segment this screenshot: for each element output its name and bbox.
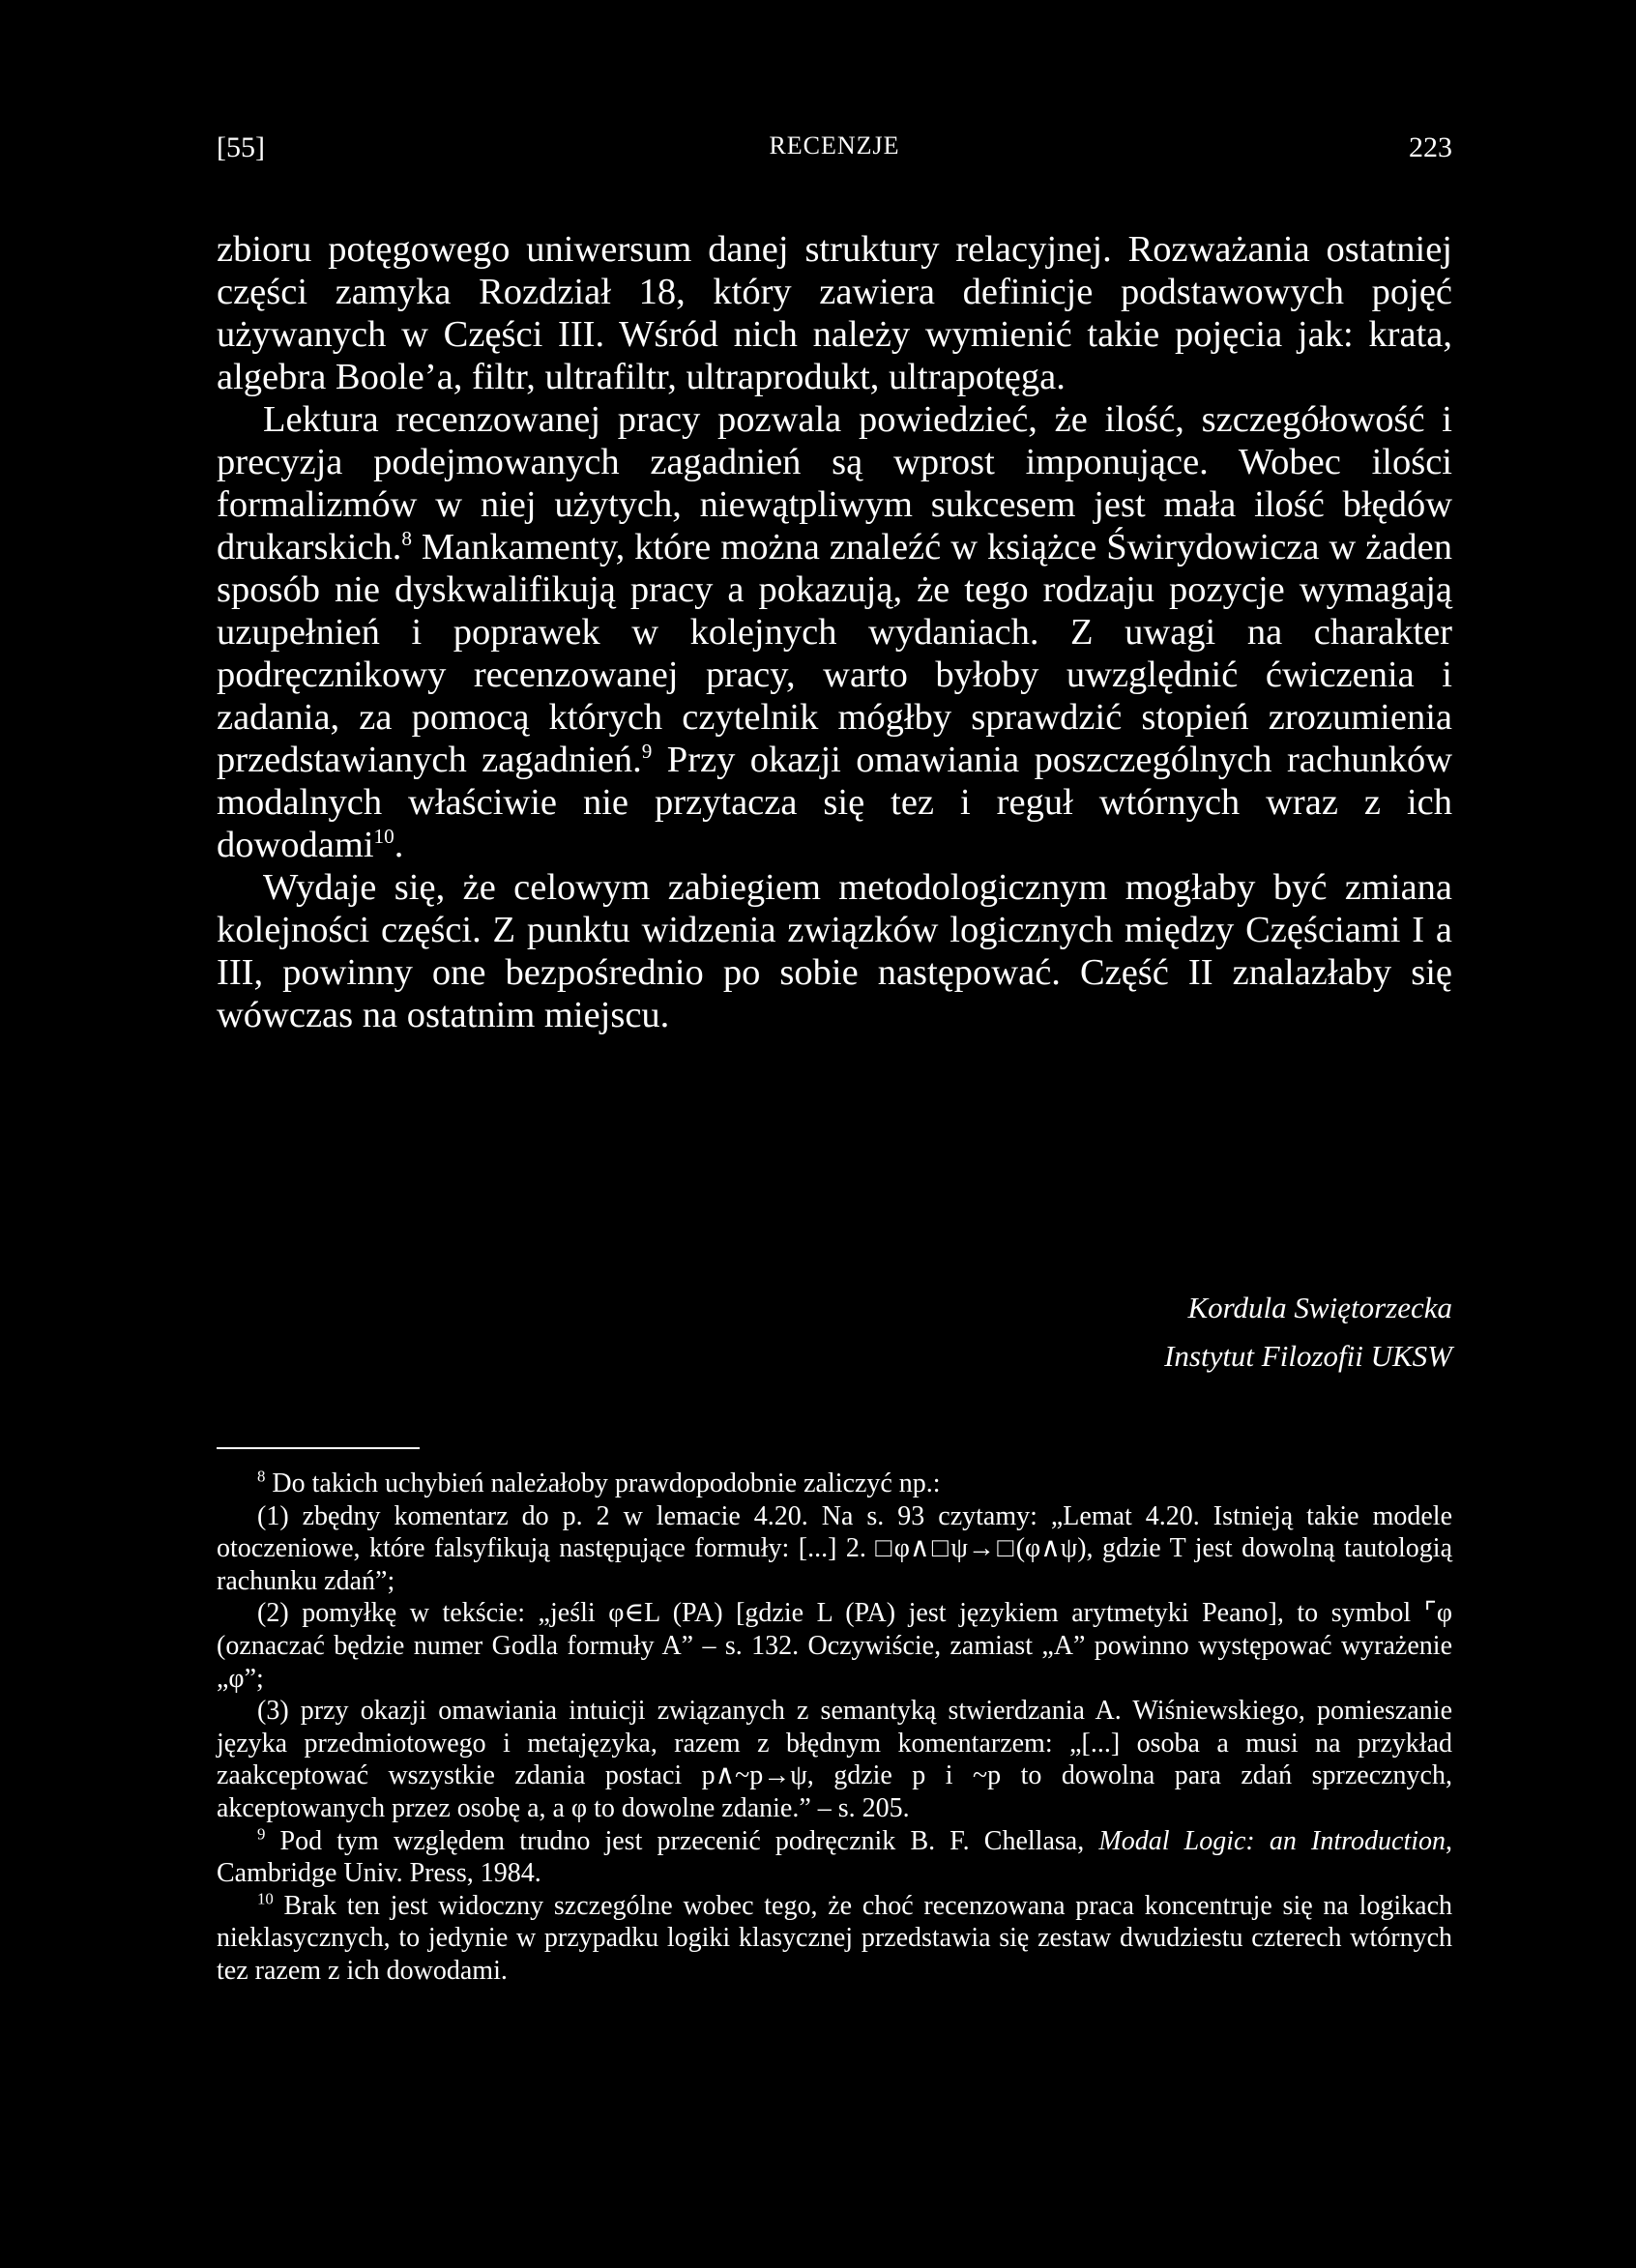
footnote-10 — [217, 1890, 1452, 1988]
paragraph-1: zbioru potęgowego uniwersum danej struktury relacyjnej. Rozważania ostatniej części zamyka Rozdział 18, który zawiera definicje podstawowych pojęć używanych w Części III. Wśród nich należy wymienić takie pojęcia jak: krata, algebra Boole’a, filtr, ultrafiltr, ultraprodukt, ultrapotęga. — [217, 229, 1452, 397]
footnote-8-item-1: (1) zbędny komentarz do p. 2 w lemacie 4.20. Na s. 93 czytamy: „Lemat 4.20. Istnieją takie modele otoczeniowe, które falsyfikują następujące formuły: [...] 2. □φ∧□ψ→□(φ∧ψ), gdzie T jest dowolną tautologią rachunku zdań”; — [217, 1500, 1452, 1596]
section-title: RECENZJE — [769, 131, 900, 160]
paragraph-2-part-a: Lektura recenzowanej pracy pozwala powiedzieć, że ilość, szczegółowość i precyzja podejmowanych zagadnień są wprost imponujące. Wobec ilości formalizmów w niej użytych, niewątpliwym sukcesem jest mała ilość błędów drukarskich. — [217, 399, 1452, 567]
footnote-9-number: 9 — [257, 1824, 266, 1844]
footnote-10-number: 10 — [257, 1889, 274, 1908]
paragraph-3: Wydaje się, że celowym zabiegiem metodologicznym mogłaby być zmiana kolejności części. Z punktu widzenia związków logicznych między Częściami I a III, powinny one bezpośrednio po sobie następować. Część II znalazłaby się wówczas na ostatnim miejscu. — [217, 867, 1452, 1035]
paragraph-2 — [217, 398, 1452, 866]
page-number: 223 — [1409, 131, 1452, 163]
footnote-ref-10[interactable]: 10 — [373, 825, 394, 849]
footnote-8-number: 8 — [257, 1467, 266, 1486]
footnote-divider — [217, 1447, 420, 1449]
main-text — [217, 228, 1452, 1036]
author-institution: Instytut Filozofii UKSW — [1164, 1339, 1452, 1373]
footnote-9 — [217, 1825, 1452, 1890]
page-bracket-number: [55] — [217, 131, 265, 163]
footnote-8 — [217, 1468, 1452, 1500]
footnote-8-item-3: (3) przy okazji omawiania intuicji związanych z semantyką stwierdzania A. Wiśniewskiego, pomieszanie języka przedmiotowego i metajęzyka, razem z błędnym komentarzem: „[...] osoba a musi na przykład zaakceptować wszystkie zdania postaci p∧~p→ψ, gdzie p i ~p to dowolna para zdań sprzecznych, akceptowanych przez osobę a, a φ to dowolne zdanie.” – s. 205. — [217, 1696, 1452, 1823]
running-header — [217, 131, 1452, 170]
footnote-8-item-2: (2) pomyłkę w tekście: „jeśli φ∈L (PA) [gdzie L (PA) jest językiem arytmetyki Peano], to symbol ⌜φ (oznaczać będzie numer Godla formuły A” – s. 132. Oczywiście, zamiast „A” powinno występować wyrażenie „φ”; — [217, 1598, 1452, 1694]
footnote-9-text-b: , Cambridge Univ. Press, 1984. — [217, 1825, 1453, 1889]
author-signature — [1164, 1284, 1452, 1381]
author-name: Kordula Swiętorzecka — [1187, 1291, 1452, 1324]
footnote-8-intro: Do takich uchybień należałoby prawdopodobnie zaliczyć np.: — [265, 1468, 941, 1498]
paragraph-2-part-c: Przy okazji omawiania poszczególnych rachunków modalnych właściwie nie przytacza się tez i reguł wtórnych wraz z ich dowodami — [217, 740, 1452, 865]
footnote-ref-9[interactable]: 9 — [641, 740, 653, 764]
footnotes — [217, 1468, 1452, 1988]
paragraph-2-part-d: . — [394, 825, 404, 865]
footnote-10-text: Brak ten jest widoczny szczególne wobec tego, że choć recenzowana praca koncentruje się na logikach nieklasycznych, to jedynie w przypadku logiki klasycznej przedstawia się zestaw dwudziestu czterech wtórnych tez razem z ich dowodami. — [217, 1890, 1452, 1986]
footnote-9-book-title: Modal Logic: an Introduction — [1098, 1825, 1446, 1856]
footnote-9-text-a: Pod tym względem trudno jest przecenić podręcznik B. F. Chellasa, — [265, 1825, 1099, 1856]
paragraph-2-part-b: Mankamenty, które można znaleźć w książce Świrydowicza w żaden sposób nie dyskwalifikują pracy a pokazują, że tego rodzaju pozycje wymagają uzupełnień i poprawek w kolejnych wydaniach. Z uwagi na charakter podręcznikowy recenzowanej pracy, warto byłoby uwzględnić ćwiczenia i zadania, za pomocą których czytelnik mógłby sprawdzić stopień zrozumienia przedstawianych zagadnień. — [217, 527, 1452, 780]
footnote-ref-8[interactable]: 8 — [401, 527, 412, 551]
